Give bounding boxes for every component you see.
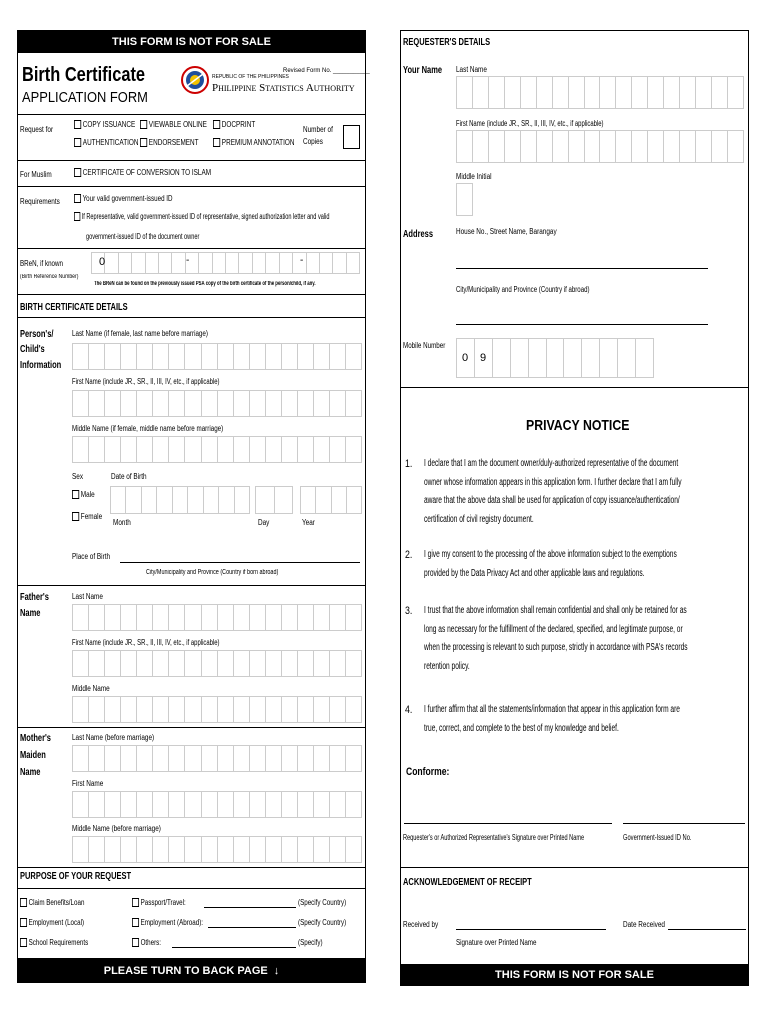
checkbox[interactable] — [74, 194, 81, 203]
back-page-banner — [17, 958, 366, 983]
requester-signature-input[interactable] — [404, 823, 612, 824]
requirements-label: Requirements — [20, 197, 60, 206]
section-requester: REQUESTER'S DETAILS — [403, 37, 491, 48]
option-label: School Requirements — [28, 938, 89, 947]
copies-label-2: Copies — [303, 137, 323, 146]
section-purpose: PURPOSE OF YOUR REQUEST — [20, 871, 132, 882]
place-of-birth-input[interactable] — [120, 562, 360, 563]
psa-logo-icon — [181, 66, 209, 94]
divider — [17, 114, 366, 115]
employment-country-input[interactable] — [208, 927, 296, 928]
opt-authentication[interactable] — [74, 138, 139, 148]
requester-first-name-input[interactable] — [456, 130, 744, 163]
mother-label-3: Name — [20, 767, 41, 778]
republic-label: REPUBLIC OF THE PHILIPPINES — [212, 74, 289, 80]
checkbox[interactable] — [132, 918, 139, 927]
opt-copy-issuance[interactable] — [74, 120, 135, 130]
arrow-down-icon: ↓ — [273, 964, 280, 977]
purpose-others[interactable] — [132, 938, 161, 948]
sex-label: Sex — [72, 472, 84, 481]
father-label-1: Father's — [20, 592, 49, 603]
person-label-2: Child's — [20, 344, 45, 355]
divider — [17, 186, 366, 187]
privacy-title: PRIVACY NOTICE — [526, 417, 630, 434]
gov-id-input[interactable] — [623, 823, 745, 824]
father-first-name-label: First Name (include JR., SR., II, III, IV, etc., if applicable) — [72, 638, 220, 647]
father-middle-name-input[interactable] — [72, 696, 362, 723]
child-last-name-input[interactable] — [72, 343, 362, 370]
day-caption: Day — [258, 518, 270, 527]
form-subtitle: APPLICATION FORM — [22, 89, 148, 106]
dob-year-input[interactable] — [300, 486, 362, 514]
checkbox[interactable] — [213, 138, 220, 147]
privacy-item-number: 2. — [405, 549, 413, 561]
privacy-item-line: I give my consent to the processing of the above information subject to the exemptions — [424, 549, 677, 560]
month-caption: Month — [113, 518, 131, 527]
conforme-label: Conforme: — [406, 766, 450, 778]
date-received-label: Date Received — [623, 920, 665, 929]
spec-country-1: (Specify Country) — [298, 898, 347, 907]
checkbox[interactable] — [213, 120, 220, 129]
requester-first-name-label: First Name (include JR., SR., II, III, IV, etc., if applicable) — [456, 119, 604, 128]
top-banner-left: THIS FORM IS NOT FOR SALE — [17, 30, 366, 53]
option-label: Your valid government-issued ID — [82, 194, 173, 203]
top-banner-right-bottom: THIS FORM IS NOT FOR SALE — [400, 964, 749, 986]
person-label-3: Information — [20, 360, 62, 371]
dob-day-input[interactable] — [255, 486, 293, 514]
checkbox[interactable] — [74, 120, 81, 129]
child-first-name-input[interactable] — [72, 390, 362, 417]
privacy-item-line: when the processing is relevant to such purpose, strictly in accordance with PSA's records — [424, 642, 688, 653]
father-middle-name-label: Middle Name — [72, 684, 110, 693]
person-label-1: Person's/ — [20, 329, 54, 340]
divider — [400, 387, 749, 388]
checkbox[interactable] — [132, 938, 139, 947]
city-province-label: City/Municipality and Province (Country if abroad) — [456, 285, 590, 294]
option-label: ENDORSEMENT — [148, 138, 199, 147]
mother-last-name-label: Last Name (before marriage) — [72, 733, 155, 742]
passport-country-input[interactable] — [204, 907, 296, 908]
spec-country-2: (Specify Country) — [298, 918, 347, 927]
checkbox[interactable] — [140, 120, 147, 129]
received-by-label: Received by — [403, 920, 439, 929]
signature-printed-caption: Signature over Printed Name — [456, 938, 537, 947]
privacy-item-number: 3. — [405, 605, 413, 617]
privacy-item-line: provided by the Data Privacy Act and other applicable laws and regulations. — [424, 567, 645, 579]
received-by-input[interactable] — [456, 929, 606, 930]
ack-title: ACKNOWLEDGEMENT OF RECEIPT — [403, 877, 532, 888]
form-title: Birth Certificate — [22, 64, 146, 86]
year-caption: Year — [302, 518, 315, 527]
divider — [400, 867, 749, 868]
middle-initial-input[interactable] — [456, 183, 473, 216]
father-label-2: Name — [20, 608, 41, 619]
divider — [17, 160, 366, 161]
checkbox[interactable] — [20, 938, 27, 947]
option-label: VIEWABLE ONLINE — [148, 120, 207, 129]
option-label: Employment (Abroad): — [140, 918, 204, 927]
option-label: Others: — [140, 938, 162, 947]
divider — [17, 727, 366, 728]
middle-initial-label: Middle Initial — [456, 172, 492, 181]
opt-endorsement[interactable] — [140, 138, 199, 148]
bren-label: BReN, if known — [20, 259, 64, 268]
privacy-item-number: 1. — [405, 458, 413, 470]
copies-label-1: Number of — [303, 125, 333, 134]
mother-first-name-label: First Name — [72, 779, 104, 788]
psa-name: Philippine Statistics Authority — [212, 82, 355, 94]
option-label: If Representative, valid government-issued ID of representative, signed authorization letter and valid — [81, 212, 330, 221]
purpose-passport[interactable] — [132, 898, 186, 908]
bren-note: The BReN can be found on the previously issued PSA copy of the birth certificate of the person/child, if any. — [94, 281, 316, 287]
child-first-name-label: First Name (include JR., SR., II, III, IV, etc., if applicable) — [72, 377, 220, 386]
option-label: AUTHENTICATION — [82, 138, 139, 147]
option-label: Female — [80, 512, 103, 521]
privacy-item-line: retention policy. — [424, 660, 470, 672]
dob-label: Date of Birth — [111, 472, 147, 481]
address-label: Address — [403, 229, 434, 240]
divider — [17, 248, 366, 249]
house-no-label: House No., Street Name, Barangay — [456, 227, 557, 236]
mobile-prefix-9: 9 — [480, 352, 487, 364]
privacy-item-line: I declare that I am the document owner/duly-authorized representative of the document — [424, 458, 679, 469]
checkbox[interactable] — [74, 212, 80, 221]
request-for-label: Request for — [20, 125, 54, 134]
mobile-label: Mobile Number — [403, 341, 446, 350]
privacy-item-line: true, correct, and complete to the best of my knowledge and belief. — [424, 722, 619, 734]
revised-form-no: Revised Form No. ___________ — [283, 68, 370, 74]
opt-docprint[interactable] — [213, 120, 255, 130]
sex-male-option[interactable] — [72, 490, 95, 500]
bren-prefix: 0 — [99, 256, 106, 268]
child-middle-name-label: Middle Name (if female, middle name before marriage) — [72, 424, 224, 433]
back-page-text: PLEASE TURN TO BACK PAGE — [103, 964, 268, 977]
option-label: DOCPRINT — [221, 120, 256, 129]
date-received-input[interactable] — [668, 929, 746, 930]
requirement-2b: government-issued ID of the document owner — [86, 232, 200, 241]
checkbox[interactable] — [72, 490, 79, 499]
checkbox[interactable] — [140, 138, 147, 147]
checkbox[interactable] — [132, 898, 139, 907]
privacy-item-line: owner whose information appears in this application form. I further declare that I am fully — [424, 476, 682, 488]
copies-input[interactable] — [343, 125, 360, 149]
checkbox[interactable] — [74, 168, 81, 177]
mother-first-name-input[interactable] — [72, 791, 362, 818]
gov-id-caption: Government-Issued ID No. — [623, 833, 692, 842]
purpose-employment-abroad[interactable] — [132, 918, 203, 928]
purpose-employment-local[interactable] — [20, 918, 84, 928]
privacy-item-line: I trust that the above information shall remain confidential and shall only be retained for as — [424, 605, 687, 616]
privacy-item-number: 4. — [405, 704, 413, 716]
bren-dash-1: - — [186, 255, 190, 266]
checkbox[interactable] — [20, 918, 27, 927]
dob-month-input[interactable] — [110, 486, 250, 514]
option-label: Claim Benefits/Loan — [28, 898, 85, 907]
requirement-1[interactable] — [74, 194, 173, 204]
purpose-school[interactable] — [20, 938, 88, 948]
privacy-item-line: aware that the above data shall be used for application of copy issuance/authentication/ — [424, 495, 680, 506]
divider — [17, 867, 366, 868]
section-birth-details: BIRTH CERTIFICATE DETAILS — [20, 302, 128, 313]
checkbox[interactable] — [74, 138, 81, 147]
opt-conversion-islam[interactable] — [74, 168, 211, 178]
others-specify-input[interactable] — [172, 947, 296, 948]
bren-dash-2: - — [300, 255, 304, 266]
option-label: PREMIUM ANNOTATION — [221, 138, 295, 147]
opt-premium-annotation[interactable] — [213, 138, 294, 148]
privacy-item-line: certification of civil registry document. — [424, 513, 534, 525]
mother-last-name-input[interactable] — [72, 745, 362, 772]
mother-label-1: Mother's — [20, 733, 51, 744]
father-last-name-input[interactable] — [72, 604, 362, 631]
privacy-item-line: long as necessary for the fulfillment of the declared, specified, and legitimate purpose, or — [424, 623, 683, 635]
mother-label-2: Maiden — [20, 750, 46, 761]
divider — [17, 585, 366, 586]
child-middle-name-input[interactable] — [72, 436, 362, 463]
father-first-name-input[interactable] — [72, 650, 362, 677]
requester-last-name-label: Last Name — [456, 65, 487, 74]
divider — [17, 317, 366, 318]
option-label: Passport/Travel: — [140, 898, 186, 907]
checkbox[interactable] — [72, 512, 79, 521]
requirement-2[interactable] — [74, 212, 329, 222]
bren-sublabel: (Birth Reference Number) — [20, 274, 79, 280]
place-caption: City/Municipality and Province (Country if born abroad) — [146, 569, 279, 576]
child-last-name-label: Last Name (if female, last name before marriage) — [72, 329, 208, 338]
mobile-prefix-0: 0 — [462, 352, 469, 364]
opt-viewable-online[interactable] — [140, 120, 207, 130]
option-label: Male — [80, 490, 95, 499]
house-no-input[interactable] — [456, 268, 708, 269]
father-last-name-label: Last Name — [72, 592, 103, 601]
sex-female-option[interactable] — [72, 512, 102, 522]
requester-last-name-input[interactable] — [456, 76, 744, 109]
divider — [17, 294, 366, 295]
purpose-claim-benefits[interactable] — [20, 898, 84, 908]
mother-middle-name-input[interactable] — [72, 836, 362, 863]
bren-input-grid[interactable] — [91, 252, 360, 274]
mother-middle-name-label: Middle Name (before marriage) — [72, 824, 161, 833]
spec-others: (Specify) — [298, 938, 323, 947]
divider — [17, 888, 366, 889]
option-label: CERTIFICATE OF CONVERSION TO ISLAM — [82, 168, 212, 177]
city-province-input[interactable] — [456, 324, 708, 325]
place-of-birth-label: Place of Birth — [72, 552, 111, 561]
signature-caption: Requester's or Authorized Representative's Signature over Printed Name — [403, 833, 585, 842]
option-label: Employment (Local) — [28, 918, 85, 927]
option-label: COPY ISSUANCE — [82, 120, 136, 129]
privacy-item-line: I further affirm that all the statements/information that appear in this application form are — [424, 704, 680, 715]
for-muslim-label: For Muslim — [20, 170, 52, 179]
checkbox[interactable] — [20, 898, 27, 907]
your-name-label: Your Name — [403, 65, 443, 76]
